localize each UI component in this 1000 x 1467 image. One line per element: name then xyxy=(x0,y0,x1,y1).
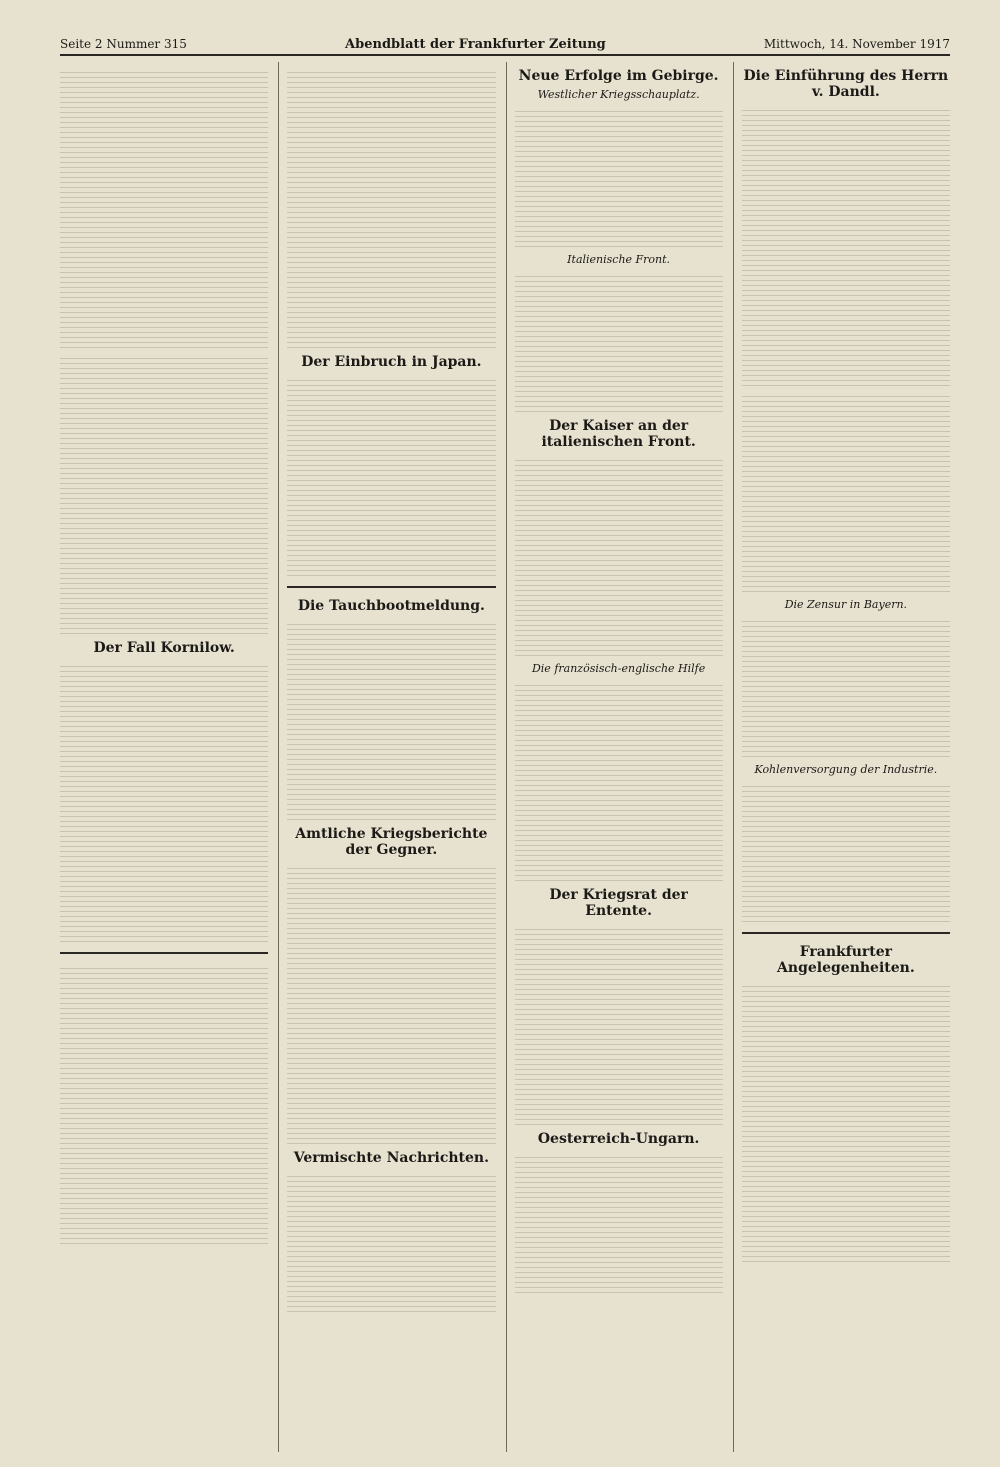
text-block xyxy=(515,681,723,881)
subheading-franz-engl-hilfe: Die französisch-englische Hilfe xyxy=(531,662,706,675)
text-block xyxy=(287,620,495,820)
heading-kriegsrat: Der Kriegsrat der Entente. xyxy=(549,887,688,919)
column-2 xyxy=(278,62,495,1452)
heading-amtliche-kriegsberichte: Amtliche Kriegsberichte der Gegner. xyxy=(295,826,488,858)
heading-tauchbootmeldung: Die Tauchbootmeldung. xyxy=(297,598,485,614)
heading-einfuehrung-dandl: Die Einführung des Herrn v. Dandl. xyxy=(743,68,949,100)
text-block xyxy=(287,376,495,576)
header-center: Abendblatt der Frankfurter Zeitung xyxy=(345,36,606,52)
text-block xyxy=(742,782,950,922)
heading-einbruch-japan: Der Einbruch in Japan. xyxy=(301,354,482,370)
subheading-italienische: Italienische Front. xyxy=(567,253,671,266)
subheading-westlicher: Westlicher Kriegsschauplatz. xyxy=(537,88,700,101)
text-block xyxy=(287,68,495,348)
subheading-kohlenversorgung: Kohlenversorgung der Industrie. xyxy=(754,763,938,776)
heading-kaiser-front: Der Kaiser an der italienischen Front. xyxy=(541,418,696,450)
text-block xyxy=(515,272,723,412)
heading-vermischte: Vermischte Nachrichten. xyxy=(293,1150,489,1166)
text-block xyxy=(742,617,950,757)
page-header xyxy=(60,34,950,56)
text-block xyxy=(287,1172,495,1312)
text-block xyxy=(60,354,268,634)
text-block xyxy=(287,864,495,1144)
column-1 xyxy=(60,62,268,1452)
text-block xyxy=(515,1153,723,1293)
subheading-zensur-bayern: Die Zensur in Bayern. xyxy=(784,598,908,611)
heading-neue-erfolge: Neue Erfolge im Gebirge. xyxy=(518,68,719,84)
heading-fall-kornilow: Der Fall Kornilow. xyxy=(93,640,235,656)
text-block xyxy=(60,964,268,1244)
column-4 xyxy=(733,62,950,1452)
text-block xyxy=(515,925,723,1125)
heading-frankfurter-angelegenheiten: Frankfurter Angelegenheiten. xyxy=(777,944,915,976)
header-left: Seite 2 Nummer 315 xyxy=(60,37,187,51)
text-block xyxy=(742,982,950,1262)
text-block xyxy=(742,106,950,386)
heading-oesterreich-ungarn: Oesterreich-Ungarn. xyxy=(537,1131,700,1147)
column-3 xyxy=(506,62,723,1452)
divider xyxy=(287,586,495,588)
text-block xyxy=(515,456,723,656)
columns xyxy=(60,62,950,1452)
text-block xyxy=(60,662,268,942)
text-block xyxy=(60,68,268,348)
divider xyxy=(742,932,950,934)
divider xyxy=(60,952,268,954)
text-block xyxy=(515,107,723,247)
header-right: Mittwoch, 14. November 1917 xyxy=(763,37,950,51)
text-block xyxy=(742,392,950,592)
